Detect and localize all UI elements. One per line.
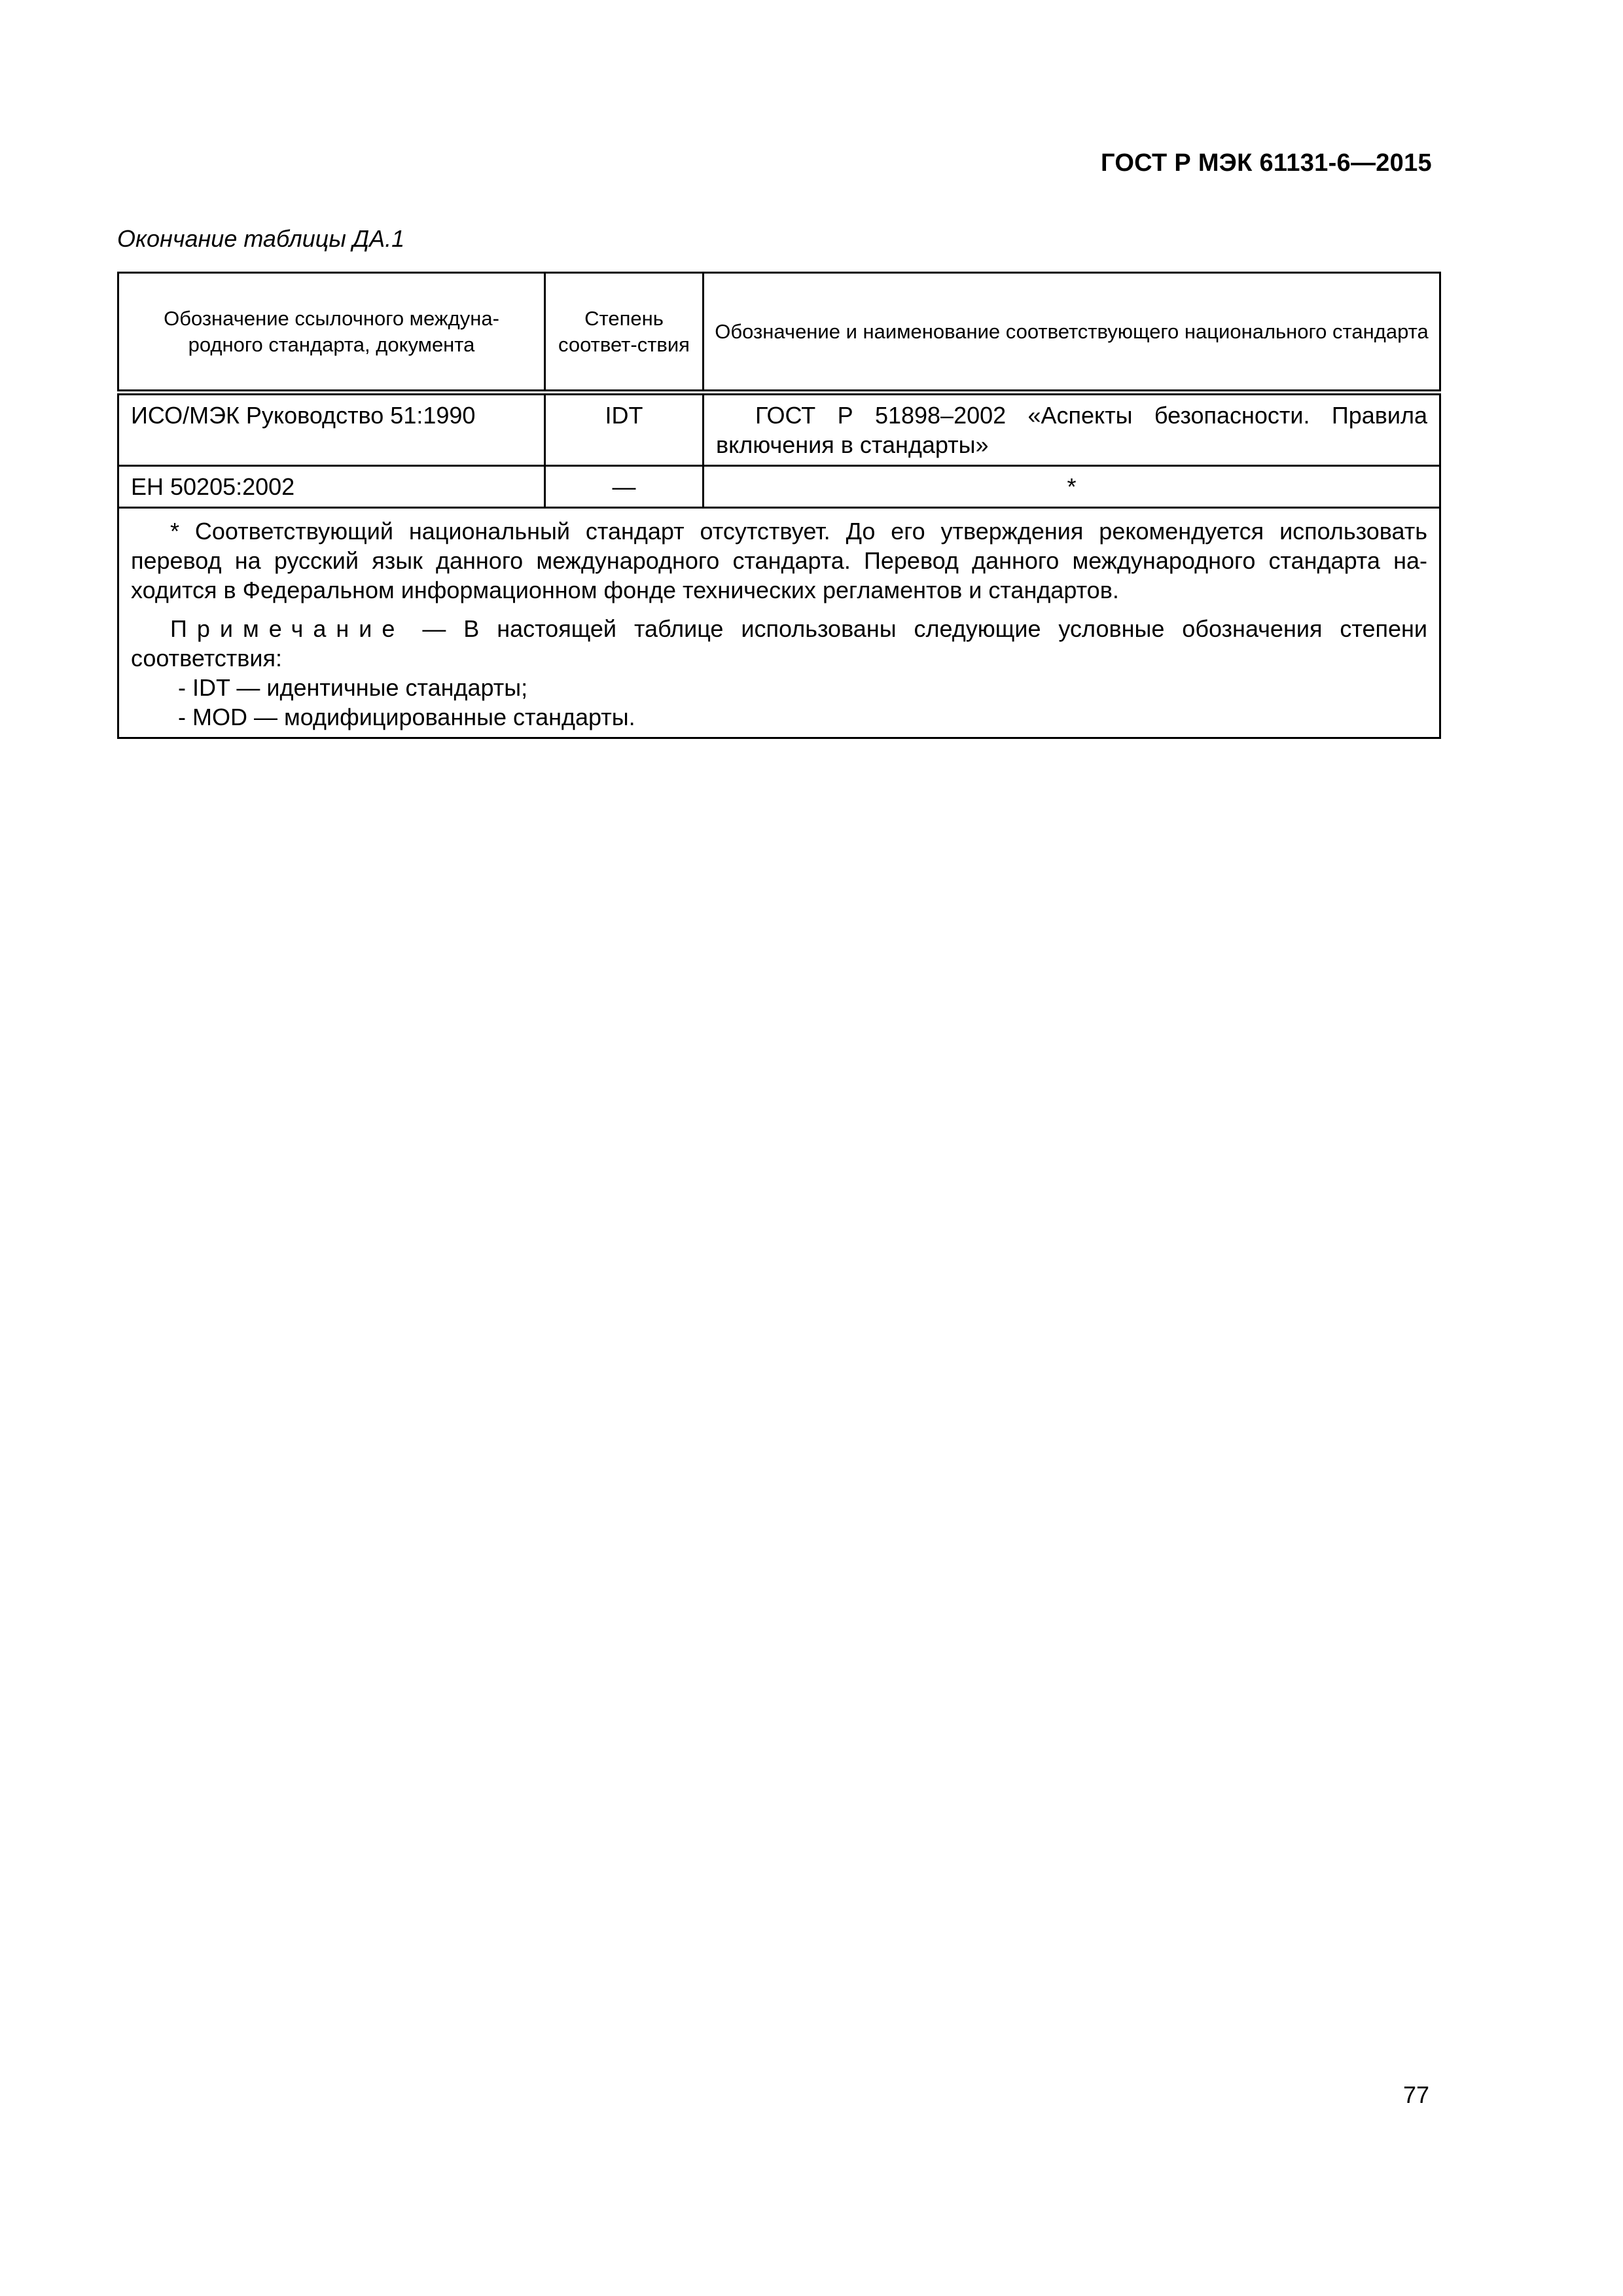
document-code: ГОСТ Р МЭК 61131-6—2015 (1100, 149, 1432, 177)
note-list-item: - IDT — идентичные стандарты; (178, 674, 528, 701)
note-text: — В настоящей таблице использованы следующие условные обозначения степени соответствия: (131, 615, 1427, 672)
header-ref-standard: Обозначение ссылочного междуна-родного стандарта, документа (118, 273, 545, 393)
cell-ref-standard: ЕН 50205:2002 (118, 466, 545, 508)
table-header-row (118, 273, 1440, 393)
header-degree: Степень соответ-ствия (545, 273, 704, 393)
cell-national-standard: * (704, 466, 1440, 508)
table-note-row (118, 508, 1440, 738)
standards-table (117, 272, 1441, 739)
header-national-standard: Обозначение и наименование соответствующего национального стандарта (704, 273, 1440, 393)
cell-degree: — (545, 466, 704, 508)
cell-degree: IDT (545, 393, 704, 466)
table-row (118, 466, 1440, 508)
note-label: Примечание (170, 615, 405, 642)
table-caption: Окончание таблицы ДА.1 (117, 225, 405, 252)
table-row (118, 393, 1440, 466)
cell-ref-standard: ИСО/МЭК Руководство 51:1990 (118, 393, 545, 466)
note-cell (118, 508, 1440, 738)
footnote-text: * Соответствующий национальный стандарт отсутствует. До его утверждения рекомендуется использовать перевод на русский язык данного международного стандарта. Перевод данного международного стандарта на-ходится в Федеральном информационном фонде технических регламентов и стандартов. (131, 518, 1427, 603)
cell-national-standard: ГОСТ Р 51898–2002 «Аспекты безопасности. Правила включения в стандарты» (704, 393, 1440, 466)
note-list-item: - MOD — модифицированные стандарты. (178, 704, 635, 730)
note-paragraph (131, 614, 1427, 673)
page-number: 77 (1402, 2081, 1429, 2108)
